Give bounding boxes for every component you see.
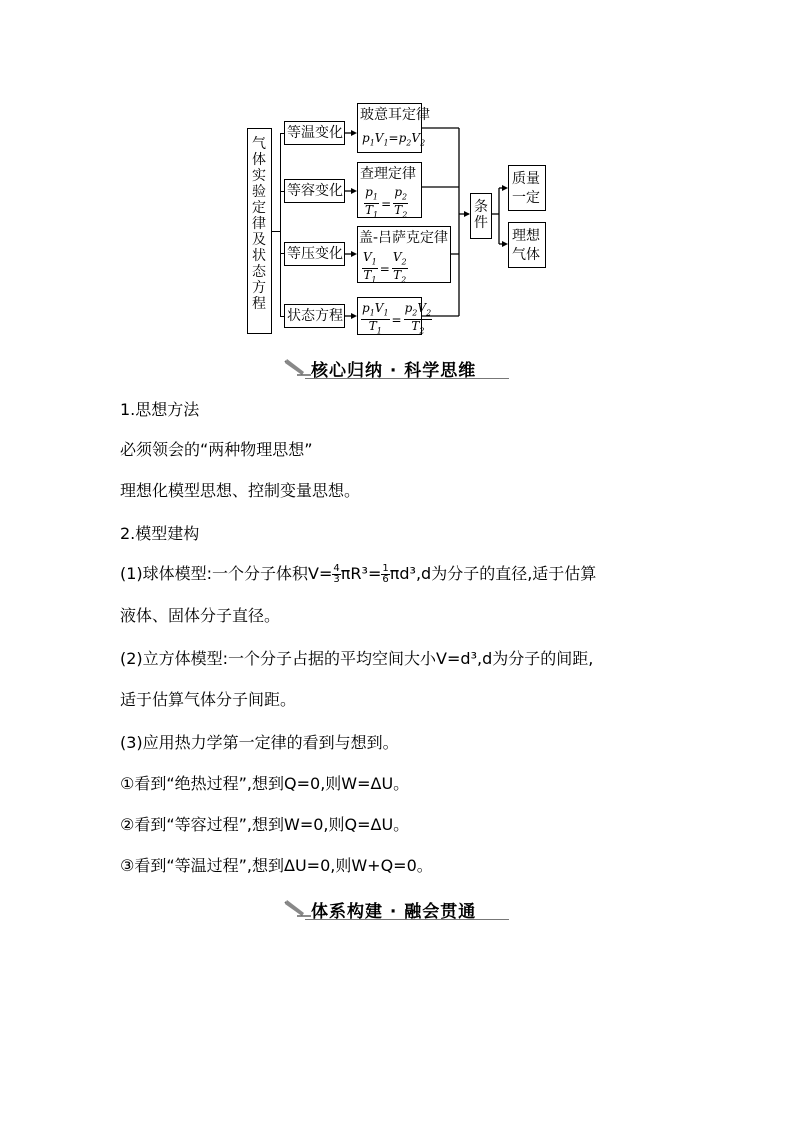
sphere-model-line2: 液体、固体分子直径。 [120,606,281,625]
charles-law-box [357,162,422,218]
condition-box [470,193,492,239]
heading-thinking-method: 1.思想方法 [120,400,200,419]
branch-state-equation-label: 状态方程 [287,308,343,324]
cube-model-line2: 适于估算气体分子间距。 [120,690,297,709]
heading-model-building: 2.模型建构 [120,524,200,543]
section-banner-system [283,896,509,920]
paragraph-two-ideas: 必须领会的“两种物理思想” [120,440,313,459]
gay-lussac-law-box [357,226,451,283]
banner-core-text: 核心归纳 · 科学思维 [311,361,477,381]
condition-ideal-gas-label: 理想气体 [512,228,540,263]
sphere-model-line1: (1)球体模型:一个分子体积V= $\frac{4}{3}$ πR³= $\frac{1}{6}$ πd³,d为分子的直径,适于估算 [120,563,597,585]
gay-lussac-law-title: 盖-吕萨克定律 [359,230,449,246]
boyle-law-title: 玻意耳定律 [360,107,430,123]
branch-isochoric-label: 等容变化 [287,183,343,199]
boyle-law-box [357,103,430,153]
section-banner-core [283,355,509,379]
charles-law-title: 查理定律 [360,166,416,182]
state-equation-formula: $\frac{p_1V_1}{T_1}$ = $\frac{p_2V_2}{T_2}$ [362,301,432,336]
branch-isothermal-label: 等温变化 [287,125,343,141]
gay-lussac-law-formula: $\frac{V_1}{T_1}$ = $\frac{V_2}{T_2}$ [363,250,407,285]
first-law-heading: (3)应用热力学第一定律的看到与想到。 [120,733,399,752]
root-label: 气体实验定律及状态方程 [252,136,266,312]
first-law-item-adiabatic: ①看到“绝热过程”,想到Q=0,则W=ΔU。 [120,774,410,793]
first-law-item-isochoric: ②看到“等容过程”,想到W=0,则Q=ΔU。 [120,815,410,834]
first-law-item-isothermal: ③看到“等温过程”,想到ΔU=0,则W+Q=0。 [120,856,433,875]
cube-model-line1: (2)立方体模型:一个分子占据的平均空间大小V=d³,d为分子的间距, [120,649,594,668]
fraction-four-thirds: $\frac{4}{3}$ [333,563,340,585]
pen-icon [283,896,313,920]
pen-icon [283,355,313,379]
banner-system-text: 体系构建 · 融会贯通 [311,902,477,922]
boyle-law-formula: $p_1V_1=p_2V_2$ [362,131,426,148]
branch-isobaric-label: 等压变化 [287,246,343,262]
charles-law-formula: $\frac{p_1}{T_1}$ = $\frac{p_2}{T_2}$ [365,185,408,220]
paragraph-idea-list: 理想化模型思想、控制变量思想。 [120,481,361,500]
state-equation-box [357,297,432,336]
condition-ideal-gas-box [508,222,546,268]
fraction-one-sixth: $\frac{1}{6}$ [382,563,389,585]
condition-mass-box [508,165,546,211]
condition-mass-label: 质量一定 [512,171,540,206]
condition-label: 条件 [474,199,488,231]
